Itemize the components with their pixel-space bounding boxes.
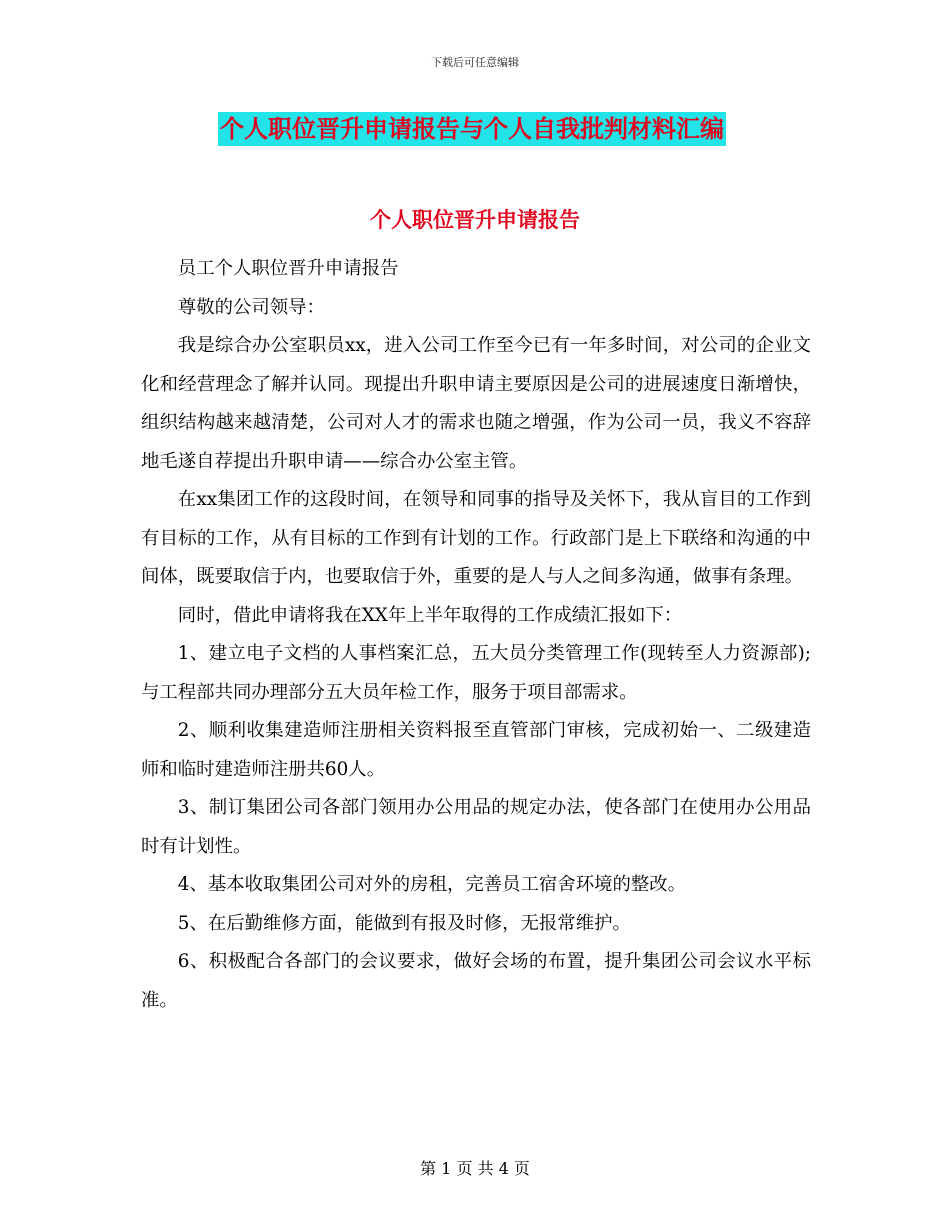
achievement-item-4: 4、基本收取集团公司对外的房租，完善员工宿舍环境的整改。: [177, 874, 687, 895]
page-number: 第 1 页 共 4 页: [420, 1159, 530, 1178]
achievement-item-2: 2、顺利收集建造师注册相关资料报至直管部门审核，完成初始一、二级建造师和临时建造师注册共60人。: [141, 720, 811, 780]
paragraph-salutation: 尊敬的公司领导：: [177, 296, 325, 318]
paragraph-report-intro: 同时，借此申请将我在XX年上半年取得的工作成绩汇报如下：: [177, 604, 683, 626]
header-note: 下载后可任意编辑: [431, 56, 519, 69]
paragraph-experience: 在xx集团工作的这段时间，在领导和同事的指导及关怀下，我从盲目的工作到有目标的工作，从有目标的工作到有计划的工作。行政部门是上下联络和沟通的中间体，既要取信于内，也要取信于外，重要的是人与人之间多沟通，做事有条理。: [141, 489, 811, 587]
achievement-item-6: 6、积极配合各部门的会议要求，做好会场的布置，提升集团公司会议水平标准。: [141, 951, 811, 1011]
achievement-item-1: 1、建立电子文档的人事档案汇总，五大员分类管理工作(现转至人力资源部);与工程部共同办理部分五大员年检工作，服务于项目部需求。: [141, 643, 811, 703]
document-main-title: 个人职位晋升申请报告与个人自我批判材料汇编: [218, 112, 726, 146]
achievement-item-3: 3、制订集团公司各部门领用办公用品的规定办法，使各部门在使用办公用品时有计划性。: [141, 797, 811, 857]
section-title: 个人职位晋升申请报告: [370, 208, 580, 232]
paragraph-report-title: 员工个人职位晋升申请报告: [177, 258, 399, 279]
achievement-item-5: 5、在后勤维修方面，能做到有报及时修，无报常维护。: [177, 912, 631, 934]
paragraph-introduction: 我是综合办公室职员xx，进入公司工作至今已有一年多时间，对公司的企业文化和经营理念了解并认同。现提出升职申请主要原因是公司的进展速度日渐增快，组织结构越来越清楚，公司对人才的需求也随之增强，作为公司一员，我义不容辞地毛遂自荐提出升职申请——综合办公室主管。: [141, 335, 811, 472]
document-body: [141, 250, 811, 1020]
